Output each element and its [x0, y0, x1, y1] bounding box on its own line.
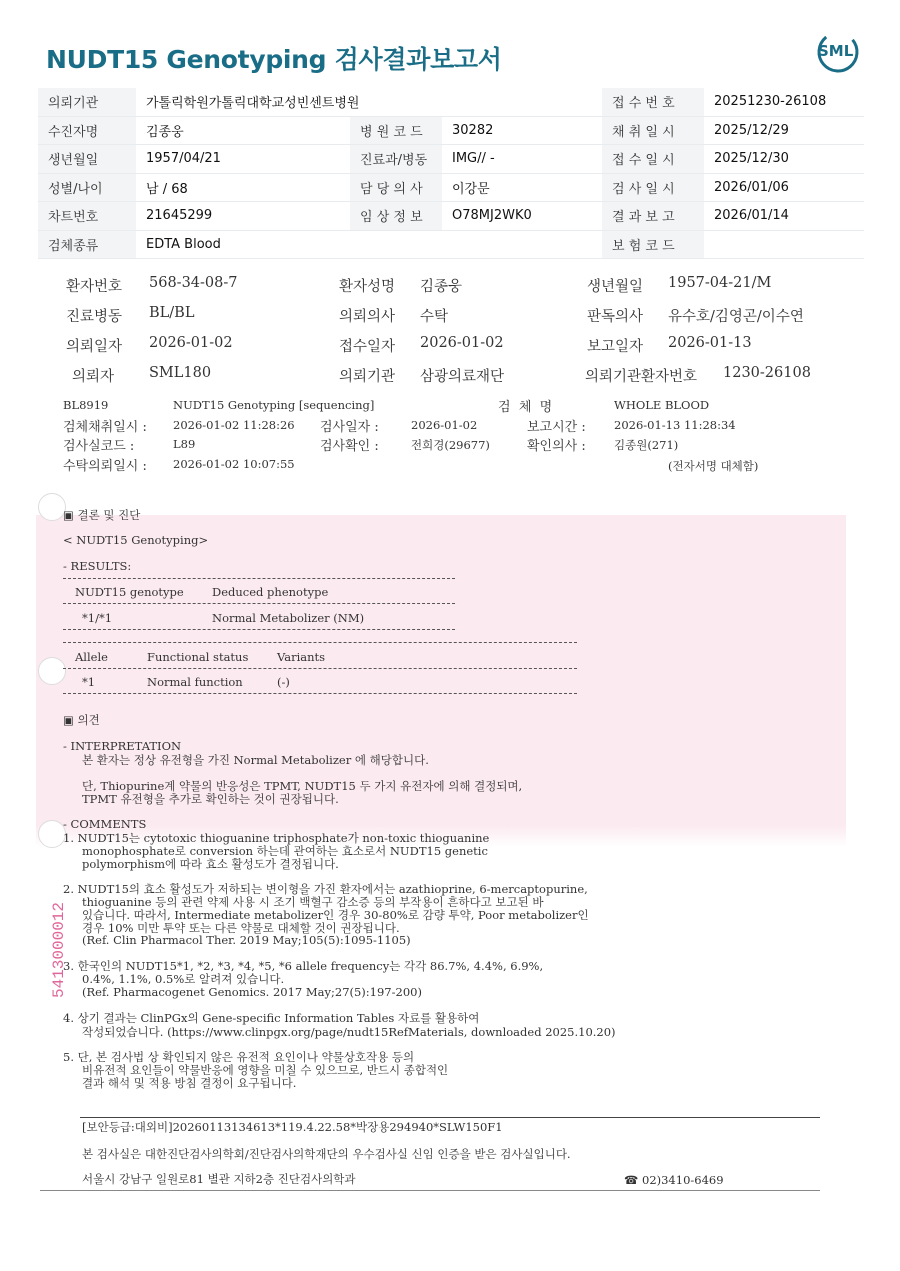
- table-row: [38, 230, 864, 259]
- address-line: 서울시 강남구 일원로81 별관 지하2층 진단검사의학과: [82, 1172, 356, 1186]
- footer-divider: [80, 1117, 820, 1118]
- phenotype-value: Normal Metabolizer (NM): [212, 611, 365, 625]
- requester-label: 의뢰자: [72, 369, 115, 385]
- sex-age-value: 남 / 68: [136, 173, 350, 202]
- room-code-label: 검사실코드 :: [63, 439, 135, 454]
- table-row: [38, 116, 864, 145]
- birth-value: 1957/04/21: [136, 145, 350, 174]
- divider: [63, 693, 577, 694]
- comment-line: 5. 단, 본 검사법 상 확인되지 않은 유전적 요인이나 약물상호작용 등의: [63, 1050, 415, 1064]
- punch-hole: [38, 820, 66, 848]
- specimen-name-label: 검 체 명: [498, 400, 553, 415]
- divider: [63, 578, 455, 579]
- doctor-value: 이강문: [442, 173, 602, 202]
- birth-label: 생년월일: [587, 279, 644, 295]
- collect-label: 검체채취일시 :: [63, 420, 147, 435]
- hospital-code-label: 병 원 코 드: [350, 116, 442, 145]
- interp-line: 본 환자는 정상 유전형을 가진 Normal Metabolizer 에 해당합니다.: [82, 753, 429, 767]
- inst-patient-no-label: 의뢰기관환자번호: [585, 369, 698, 385]
- patient-no-label: 환자번호: [66, 279, 123, 295]
- report-date-label: 보고일자: [587, 339, 644, 355]
- comment-line: 0.4%, 1.1%, 0.5%로 알려져 있습니다.: [82, 972, 285, 986]
- report-date-label: 결 과 보 고: [602, 202, 704, 231]
- comment-line: (Ref. Clin Pharmacol Ther. 2019 May;105(5):1095-1105): [82, 933, 411, 947]
- ward-label: 진료병동: [66, 309, 123, 325]
- inst-patient-no-value: 1230-26108: [723, 365, 811, 381]
- report-time-label: 보고시간 :: [527, 420, 586, 435]
- dept-label: 진료과/병동: [350, 145, 442, 174]
- phone-number: 02)3410-6469: [642, 1173, 724, 1187]
- sex-age-label: 성별/나이: [38, 173, 136, 202]
- genotype-header: NUDT15 genotype: [75, 585, 184, 599]
- func-header: Functional status: [147, 650, 249, 664]
- table-row: [38, 173, 864, 202]
- patient-label: 수진자명: [38, 116, 136, 145]
- comment-line: polymorphism에 따라 효소 활성도가 결정됩니다.: [82, 857, 339, 871]
- divider: [63, 642, 577, 643]
- clinical-value: O78MJ2WK0: [442, 202, 602, 231]
- cert-line: 본 검사실은 대한진단검사의학회/진단검사의학재단의 우수검사실 신임 인증을 받은 검사실입니다.: [82, 1147, 571, 1161]
- interp-label: - INTERPRETATION: [63, 739, 182, 753]
- receipt-date-value: 2025/12/30: [704, 145, 864, 174]
- comment-line: 4. 상기 결과는 ClinPGx의 Gene-specific Information Tables 자료를 활용하여: [63, 1011, 480, 1025]
- interp-line: 단, Thiopurine계 약물의 반응성은 TPMT, NUDT15 두 가지 유전자에 의해 결정되며,: [82, 779, 523, 793]
- comment-line: 비유전적 요인들이 약물반응에 영향을 미칠 수 있으므로, 반드시 종합적인: [82, 1063, 449, 1077]
- receipt-date-label: 접 수 일 시: [602, 145, 704, 174]
- comment-line: monophosphate로 conversion 하는데 관여하는 효소로서 NUDT15 genetic: [82, 844, 488, 858]
- request-time-value: 2026-01-02 10:07:55: [173, 457, 295, 471]
- allele-value: *1: [82, 675, 96, 689]
- test-date-value: 2026/01/06: [704, 173, 864, 202]
- phenotype-header: Deduced phenotype: [212, 585, 329, 599]
- req-inst-value: 삼광의료재단: [420, 369, 505, 385]
- chart-label: 차트번호: [38, 202, 136, 231]
- patient-info-table: [38, 88, 864, 259]
- results-subtitle: < NUDT15 Genotyping>: [63, 533, 209, 547]
- variants-header: Variants: [277, 650, 326, 664]
- patient-value: 김종웅: [136, 116, 350, 145]
- test-name: NUDT15 Genotyping [sequencing]: [173, 398, 375, 412]
- comment-line: 있습니다. 따라서, Intermediate metabolizer인 경우 30-80%로 감량 투약, Poor metabolizer인: [82, 908, 589, 922]
- func-value: Normal function: [147, 675, 243, 689]
- test-date-label: 검 사 일 시: [602, 173, 704, 202]
- birth-label: 생년월일: [38, 145, 136, 174]
- patient-name-value: 김종웅: [420, 279, 463, 295]
- hospital-code-value: 30282: [442, 116, 602, 145]
- reading-label: 판독의사: [587, 309, 644, 325]
- req-doctor-label: 의뢰의사: [339, 309, 396, 325]
- clinical-label: 임 상 정 보: [350, 202, 442, 231]
- req-inst-label: 의뢰기관: [339, 369, 396, 385]
- divider: [63, 629, 455, 630]
- comment-line: (Ref. Pharmacogenet Genomics. 2017 May;27(5):197-200): [82, 985, 422, 999]
- collect-date-value: 2025/12/29: [704, 116, 864, 145]
- opinion-section-title: ▣ 의견: [63, 713, 100, 727]
- birth-value: 1957-04-21/M: [668, 275, 772, 291]
- ward-value: BL/BL: [149, 305, 195, 321]
- reading-value: 유수호/김영곤/이수연: [668, 309, 804, 325]
- insurance-label: 보 험 코 드: [602, 230, 704, 259]
- chart-value: 21645299: [136, 202, 350, 231]
- test-code: BL8919: [63, 398, 109, 412]
- comments-label: - COMMENTS: [63, 817, 147, 831]
- allele-header: Allele: [75, 650, 108, 664]
- table-row: [38, 88, 864, 116]
- comment-line: 2. NUDT15의 효소 활성도가 저하되는 변이형을 가진 환자에서는 azathioprine, 6-mercaptopurine,: [63, 882, 588, 896]
- comment-line: thioguanine 등의 관련 약제 사용 시 조기 백혈구 감소증 등의 부작용이 흔하다고 보고된 바: [82, 895, 544, 909]
- variants-value: (-): [277, 675, 290, 689]
- patient-name-label: 환자성명: [339, 279, 396, 295]
- institution-label: 의뢰기관: [38, 88, 136, 116]
- logo-text: SML: [818, 42, 854, 60]
- bottom-divider: [40, 1190, 820, 1191]
- collect-date-label: 채 취 일 시: [602, 116, 704, 145]
- comment-line: 3. 한국인의 NUDT15*1, *2, *3, *4, *5, *6 allele frequency는 각각 86.7%, 4.4%, 6.9%,: [63, 959, 544, 973]
- receipt-no-value: 20251230-26108: [704, 88, 864, 116]
- room-code-value: L89: [173, 437, 196, 451]
- comment-line: 작성되었습니다. (https://www.clinpgx.org/page/nudt15RefMaterials, downloaded 2025.10.20): [82, 1025, 616, 1039]
- confirm-label: 검사확인 :: [320, 439, 379, 454]
- security-line: [보안등급:대외비]20260113134613*119.4.22.58*박장용294940*SLW150F1: [82, 1120, 503, 1134]
- confirm-doctor-value: 김종원(271): [614, 438, 679, 452]
- comment-line: 경우 10% 미만 투약 또는 다른 약물로 대체할 것이 권장됩니다.: [82, 921, 400, 935]
- report-date-value: 2026/01/14: [704, 202, 864, 231]
- table-row: [38, 145, 864, 174]
- test-date-value: 2026-01-02: [411, 418, 478, 432]
- esign-note: (전자서명 대체함): [668, 459, 759, 473]
- report-date-value: 2026-01-13: [668, 335, 752, 351]
- recv-date-value: 2026-01-02: [420, 335, 504, 351]
- confirm-doctor-label: 확인의사 :: [527, 439, 586, 454]
- specimen-label: 검체종류: [38, 230, 136, 259]
- institution-value: 가톨릭학원가톨릭대학교성빈센트병원: [136, 88, 602, 116]
- patient-no-value: 568-34-08-7: [149, 275, 238, 291]
- genotype-value: *1/*1: [82, 611, 113, 625]
- phone-icon: ☎: [624, 1173, 639, 1187]
- confirm-value: 전희경(29677): [411, 438, 490, 452]
- interp-line: TPMT 유전형을 추가로 확인하는 것이 권장됩니다.: [82, 792, 339, 806]
- dept-value: IMG// -: [442, 145, 602, 174]
- collect-value: 2026-01-02 11:28:26: [173, 418, 295, 432]
- punch-hole: [38, 657, 66, 685]
- insurance-value: [704, 230, 864, 259]
- recv-date-label: 접수일자: [339, 339, 396, 355]
- divider: [63, 603, 455, 604]
- comment-line: 1. NUDT15는 cytotoxic thioguanine triphosphate가 non-toxic thioguanine: [63, 831, 490, 845]
- request-time-label: 수탁의뢰일시 :: [63, 459, 147, 474]
- req-date-label: 의뢰일자: [66, 339, 123, 355]
- comment-line: 결과 해석 및 적용 방침 결정이 요구됩니다.: [82, 1076, 297, 1090]
- results-label: - RESULTS:: [63, 559, 132, 573]
- results-section-title: ▣ 결론 및 진단: [63, 508, 141, 522]
- doctor-label: 담 당 의 사: [350, 173, 442, 202]
- req-date-value: 2026-01-02: [149, 335, 233, 351]
- requester-value: SML180: [149, 365, 212, 381]
- punch-hole: [38, 493, 66, 521]
- report-time-value: 2026-01-13 11:28:34: [614, 418, 736, 432]
- divider: [63, 668, 577, 669]
- req-doctor-value: 수탁: [420, 309, 449, 325]
- table-row: [38, 202, 864, 231]
- specimen-name-value: WHOLE BLOOD: [614, 398, 710, 412]
- specimen-value: EDTA Blood: [136, 230, 602, 259]
- side-stamp-number: 5413000012: [50, 901, 68, 998]
- report-title: NUDT15 Genotyping 검사결과보고서: [46, 45, 502, 74]
- test-date-label: 검사일자 :: [320, 420, 379, 435]
- receipt-no-label: 접 수 번 호: [602, 88, 704, 116]
